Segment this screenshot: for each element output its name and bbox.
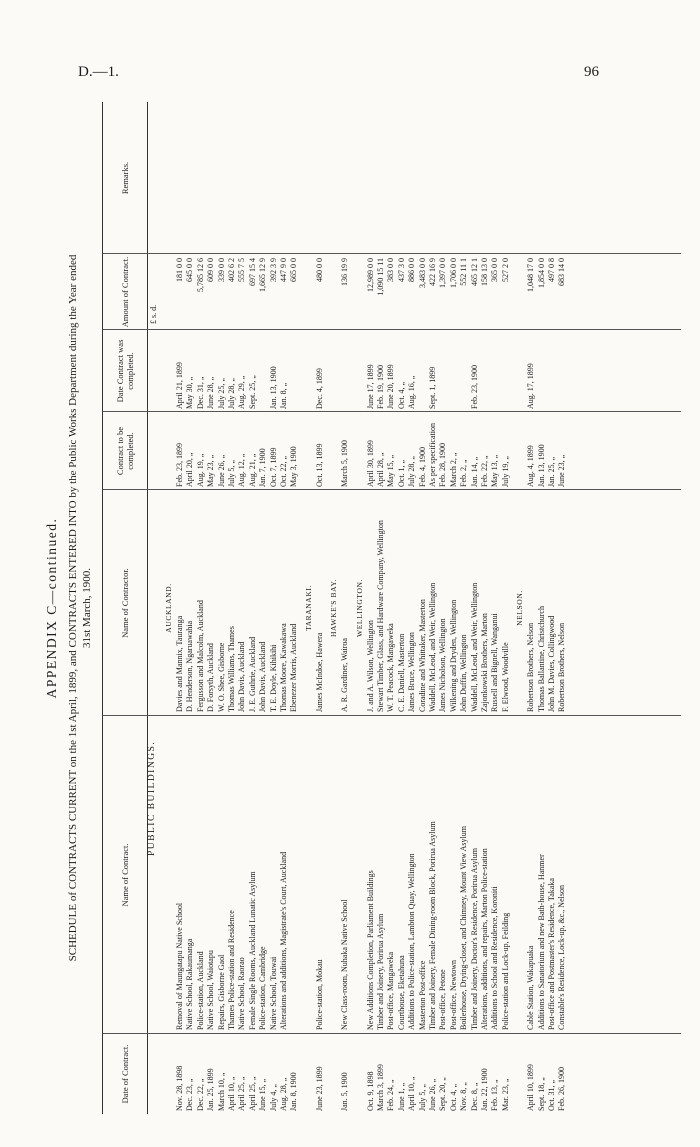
col-header-contractor: Name of Contractor. [103, 490, 148, 716]
due-date-cell: Feb. 23, 1899 [175, 443, 184, 487]
date-cell: Sept. 20, „ [438, 1077, 448, 1111]
contract-name-cell: Thames Police-station and Residence [227, 910, 236, 1030]
amount-cell: 339 0 0 [216, 258, 226, 282]
section-heading: TARANAKI. [303, 585, 313, 631]
date-cell: Nov. 8, „ [459, 1082, 469, 1111]
contract-name-cell: Additions to Police-station, Lambton Quay, Wellington [407, 853, 417, 1030]
due-date-cell: Oct. 7, 1899 [268, 447, 278, 487]
due-date-cell: July 5, „ [227, 460, 236, 487]
contractor-cell: J. and A. Wilson, Wellington [365, 620, 375, 712]
contractor-cell: John Davis, Auckland [258, 641, 268, 712]
contractor-cell: J. E. Guthrie, Auckland [247, 636, 257, 712]
contract-name-cell: Constable's Residence, Lock-up, &c., Nelson [557, 885, 567, 1030]
due-date-cell: July 19, „ [500, 456, 510, 487]
date-cell: Jan. 5, 1900 [340, 1072, 350, 1111]
completed-date-cell: Feb. 19, 1900 [376, 365, 385, 409]
date-cell: Oct. 9, 1898 [365, 1071, 375, 1111]
contract-name-cell: Timber and Joinery, Female Dining-room Block, Porirua Asylum [428, 821, 437, 1030]
amount-cell: 665 0 0 [289, 258, 299, 282]
date-cell: June 1, „ [396, 1082, 406, 1111]
contractor-cell: W. O. Shee, Gisborne [216, 642, 226, 712]
due-date-cell: As per specification [428, 423, 437, 487]
due-date-cell: Aug. 4, 1899 [526, 445, 536, 487]
contract-name-cell: Alterations and additions, Magistrate's Court, Auckland [279, 851, 288, 1030]
amount-cell: 5,785 12 6 [195, 258, 205, 292]
completed-date-cell: Oct. 4, „ [396, 381, 406, 409]
contractor-cell: Thomas Williams, Thames [227, 626, 236, 712]
contractor-cell: D. Forsyth, Auckland [206, 643, 216, 712]
due-date-cell: Oct. 22, „ [279, 455, 288, 487]
column-rule [103, 411, 681, 412]
contract-name-cell: Alterations, additions, and repairs, Marton Police-station [480, 848, 489, 1030]
completed-date-cell: June 20, 1899 [386, 364, 396, 409]
date-cell: June 23, 1899 [314, 1066, 324, 1111]
amount-cell: 392 3 9 [268, 258, 278, 282]
date-cell: June 26, „ [428, 1078, 437, 1111]
date-cell: Oct. 4, „ [448, 1083, 458, 1111]
date-cell: March 3, 1899 [376, 1064, 385, 1111]
date-cell: Dec. 8, „ [469, 1082, 479, 1111]
contractor-cell: Robertson Brothers, Nelson [557, 622, 567, 712]
contractor-cell: John M. Davies, Collingwood [547, 615, 556, 712]
completed-date-cell: Feb. 23, 1900 [469, 365, 479, 409]
contractor-cell: James Nicholson, Wellington [438, 618, 448, 712]
date-cell: April 25, „ [247, 1076, 257, 1111]
contract-name-cell: Post-office, Petone [438, 969, 448, 1030]
amount-cell: 552 11 1 [459, 258, 469, 286]
amount-cell: 383 0 0 [386, 258, 396, 282]
section-heading: WELLINGTON. [354, 579, 364, 637]
due-date-cell: Feb. 28, 1900 [438, 443, 448, 487]
due-date-cell: Feb. 22, „ [480, 455, 489, 487]
col-header-date: Date of Contract. [103, 1034, 148, 1114]
contractor-cell: D. Henderson, Ngaruawahia [185, 620, 195, 712]
due-date-cell: Oct. 1, „ [396, 459, 406, 487]
contractor-cell: Thomas Moore, Kawakawa [279, 623, 288, 712]
due-date-cell: May 15, „ [386, 454, 396, 487]
column-rule [103, 715, 681, 716]
date-cell: Dec. 23, „ [185, 1078, 195, 1111]
amount-cell: 181 0 0 [175, 258, 184, 282]
due-date-cell: July 28, „ [407, 456, 417, 487]
contractor-cell: Thomas Ballantine, Christchurch [536, 606, 546, 712]
contract-name-cell: Masterton Post-office [417, 960, 427, 1030]
contractor-cell: Wilkening and Dryden, Wellington [448, 599, 458, 712]
contractor-cell: Fergusson and Malcolm, Auckland [195, 600, 205, 712]
amount-cell: 437 3 0 [396, 258, 406, 282]
contract-name-cell: Courthouse, Eketahuna [396, 955, 406, 1030]
column-rule [103, 489, 681, 490]
date-cell: April 10, „ [407, 1076, 417, 1111]
contract-name-cell: New Class-room, Nuhaka Native School [340, 899, 350, 1030]
col-header-to-be-completed: Contract to be completed. [103, 412, 148, 490]
contractor-cell: Coradine and Whittaker, Masterton [417, 599, 427, 712]
completed-date-cell: Aug. 16, „ [407, 375, 417, 409]
date-cell: April 25, „ [237, 1076, 247, 1111]
subtitle-line-1: SCHEDULE of CONTRACTS CURRENT on the 1st April, 1899, and CONTRACTS ENTERED INTO by the Public Works Department during the Year ended [67, 254, 79, 962]
page-number: 96 [584, 64, 599, 80]
due-date-cell: May 3, 1900 [289, 446, 299, 487]
contractor-cell: C. E. Daniell, Masterton [396, 633, 406, 712]
amount-cell: 555 7 5 [237, 258, 247, 282]
amount-cell: 1,854 0 0 [536, 258, 546, 288]
amount-cell: 1,665 12 9 [258, 258, 268, 292]
contractor-cell: F. Elwood, Woodville [500, 642, 510, 712]
contract-name-cell: Post-office, Mangaweka [386, 951, 396, 1030]
contract-name-cell: Boilerhouse, Drying-closet, and Chimney, Mount View Asylum [459, 826, 469, 1030]
due-date-cell: Oct. 13, 1899 [314, 443, 324, 487]
rotated-schedule [44, 102, 680, 1114]
amount-cell: 1,706 0 0 [448, 258, 458, 288]
section-heading: NELSON. [515, 590, 525, 626]
due-date-cell: Aug. 12, „ [237, 453, 247, 487]
amount-cell: 3,483 0 0 [417, 258, 427, 288]
amount-cell: 886 0 0 [407, 258, 417, 282]
contract-name-cell: Native School, Touwai [268, 956, 278, 1030]
due-date-cell: Feb. 2, „ [459, 459, 469, 487]
contract-name-cell: New Additions Completion, Parliament Buildings [365, 870, 375, 1030]
amount-cell: 1,397 0 0 [438, 258, 448, 288]
date-cell: June 15, „ [258, 1078, 268, 1111]
completed-date-cell: Dec. 4, 1899 [314, 368, 324, 409]
due-date-cell: May 23, „ [206, 454, 216, 487]
due-date-cell: June 26, „ [216, 454, 226, 487]
due-date-cell: Aug. 21, „ [247, 453, 257, 487]
due-date-cell: March 2, „ [448, 452, 458, 487]
completed-date-cell: Jan. 8, „ [279, 382, 288, 409]
completed-date-cell: Sept. 25, „ [247, 375, 257, 409]
due-date-cell: April 28, „ [376, 452, 385, 487]
contractor-cell: Robertson Brothers, Nelson [526, 622, 536, 712]
completed-date-cell: May 30, „ [185, 376, 195, 409]
col-header-date-completed: Date Contract was completed. [103, 330, 148, 412]
amount-cell: 527 2 0 [500, 258, 510, 282]
public-buildings-heading: PUBLIC BUILDINGS. [147, 740, 157, 856]
due-date-cell: June 23, „ [557, 454, 567, 487]
column-rule [103, 253, 681, 254]
amount-cell: 480 0 0 [314, 258, 324, 282]
currency-header: £ s. d. [149, 304, 158, 324]
contract-name-cell: Native School, Waiotapu [206, 950, 216, 1030]
date-cell: Feb. 24, „ [386, 1079, 396, 1111]
amount-cell: 1,048 17 0 [526, 258, 536, 292]
contract-name-cell: Removal of Maungatapu Native School [175, 902, 184, 1030]
due-date-cell: Aug. 19, „ [195, 453, 205, 487]
completed-date-cell: Aug. 17, 1899 [526, 363, 536, 409]
column-rule [103, 1033, 681, 1034]
date-cell: July 4, „ [268, 1084, 278, 1111]
amount-cell: 158 13 0 [480, 258, 489, 286]
contractor-cell: Davies and Mannix, Tauranga [175, 615, 184, 712]
schedule-subtitle [66, 102, 94, 1114]
due-date-cell: April 30, 1899 [365, 440, 375, 487]
contract-name-cell: Additions to Sanatorium and new Bath-house, Hanmer [536, 854, 546, 1030]
due-date-cell: Jan. 25, „ [547, 456, 556, 487]
completed-date-cell: July 28, „ [227, 378, 236, 409]
section-heading: AUCKLAND. [164, 583, 173, 633]
contractor-cell: Ebenezer Morris, Auckland [289, 623, 299, 712]
contract-name-cell: Police-station, Cambridge [258, 946, 268, 1030]
contract-name-cell: Cable Station, Wakapuaka [526, 945, 536, 1030]
amount-cell: 402 6 2 [227, 258, 236, 282]
date-cell: Sept. 18, „ [536, 1077, 546, 1111]
col-header-amount: Amount of Contract. [103, 254, 148, 330]
date-cell: April 10, 1899 [526, 1064, 536, 1111]
completed-date-cell: July 25, „ [216, 378, 226, 409]
amount-cell: 683 14 0 [557, 258, 567, 286]
contractor-cell: Russell and Bignell, Wanganui [490, 613, 500, 712]
amount-cell: 422 16 9 [428, 258, 437, 286]
completed-date-cell: Jan. 13, 1900 [268, 366, 278, 409]
amount-cell: 465 12 1 [469, 258, 479, 286]
amount-cell: 136 19 9 [340, 258, 350, 286]
contractor-cell: Zajonkowski Brothers, Marton [480, 613, 489, 712]
date-cell: April 10, „ [227, 1076, 236, 1111]
amount-cell: 609 0 0 [206, 258, 216, 282]
contract-name-cell: Police-station, Mokau [314, 959, 324, 1030]
contractor-cell: Waddell, McLeod, and Weir, Wellington [469, 582, 479, 712]
col-header-remarks: Remarks. [103, 102, 148, 254]
contractor-cell: Stewart Timber, Glass, and Hardware Company, Wellington [376, 520, 385, 712]
contractor-cell: W. T. Peacock, Mangaweka [386, 623, 396, 712]
date-cell: Jan. 22, 1900 [480, 1068, 489, 1111]
date-cell: March 10, „ [216, 1072, 226, 1111]
contract-name-cell: Police-station, Auckland [195, 951, 205, 1030]
contracts-table [102, 102, 681, 1114]
date-cell: Aug. 28, „ [279, 1077, 288, 1111]
completed-date-cell: June 28, „ [206, 376, 216, 409]
contractor-cell: John Davis, Auckland [237, 641, 247, 712]
completed-date-cell: April 21, 1899 [175, 362, 184, 409]
due-date-cell: March 5, 1900 [340, 440, 350, 487]
due-date-cell: April 20, „ [185, 452, 195, 487]
contract-name-cell: Post-office and Postmaster's Residence, Takaka [547, 878, 556, 1030]
completed-date-cell: Dec. 31, „ [195, 376, 205, 409]
due-date-cell: May 13, „ [490, 454, 500, 487]
amount-cell: 697 15 4 [247, 258, 257, 286]
date-cell: Feb. 26, 1900 [557, 1067, 567, 1111]
date-cell: Jan. 8, 1900 [289, 1072, 299, 1111]
contractor-cell: Waddell, McLeod, and Weir, Wellington [428, 582, 437, 712]
date-cell: July 5, „ [417, 1084, 427, 1111]
subtitle-line-2: 31st March, 1900. [81, 567, 93, 649]
due-date-cell: Jan. 14, „ [469, 456, 479, 487]
appendix-title: APPENDIX C—continued. [44, 517, 59, 699]
date-cell: Oct. 31, „ [547, 1079, 556, 1111]
amount-cell: 365 0 0 [490, 258, 500, 282]
contract-name-cell: Repairs, Gisborne Gaol [216, 954, 226, 1030]
column-rule [103, 329, 681, 330]
section-heading: HAWKE'S BAY. [329, 579, 339, 637]
date-cell: Mar. 23, „ [500, 1078, 510, 1111]
completed-date-cell: Sept. 1, 1899 [428, 366, 437, 409]
contract-name-cell: Police-station and Lock-up, Feilding [500, 912, 510, 1030]
contract-name-cell: Female Single Rooms, Auckland Lunatic Asylum [247, 871, 257, 1030]
completed-date-cell: Aug. 29, „ [237, 375, 247, 409]
date-cell: Nov. 28, 1898 [175, 1065, 184, 1111]
due-date-cell: Feb. 4, 1900 [417, 447, 427, 487]
due-date-cell: Jan. 7, 1900 [258, 448, 268, 487]
date-cell: Jan. 25, 1899 [206, 1068, 216, 1111]
contractor-cell: James Bruce, Wellington [407, 632, 417, 712]
contract-name-cell: Native School, Raorao [237, 957, 247, 1030]
document-code: D.—1. [78, 64, 119, 80]
amount-cell: 497 0 8 [547, 258, 556, 282]
col-header-name: Name of Contract. [103, 716, 148, 1034]
contractor-cell: John Duffin, Wellington [459, 634, 469, 712]
contract-name-cell: Additions to School and Residence, Koroniti [490, 886, 500, 1030]
date-cell: Feb. 13, „ [490, 1079, 500, 1111]
contract-name-cell: Timber and Joinery, Doctor's Residence, Porirua Asylum [469, 848, 479, 1030]
contractor-cell: James McIndoe, Hawera [314, 632, 324, 712]
contract-name-cell: Native School, Rakaumanga [185, 938, 195, 1030]
contractor-cell: A. R. Gardiner, Wairoa [340, 638, 350, 712]
contract-name-cell: Timber and Joinery, Porirua Asylum [376, 913, 385, 1030]
date-cell: Dec. 22, „ [195, 1078, 205, 1111]
due-date-cell: Jan. 13, 1900 [536, 444, 546, 487]
amount-cell: 1,090 15 11 [376, 258, 385, 296]
completed-date-cell: June 17, 1899 [365, 364, 375, 409]
amount-cell: 447 9 0 [279, 258, 288, 282]
contract-name-cell: Post-office, Newtown [448, 959, 458, 1030]
contractor-cell: T. E. Doyle, Kihikihi [268, 644, 278, 712]
amount-cell: 12,989 0 0 [365, 258, 375, 292]
amount-cell: 645 0 0 [185, 258, 195, 282]
